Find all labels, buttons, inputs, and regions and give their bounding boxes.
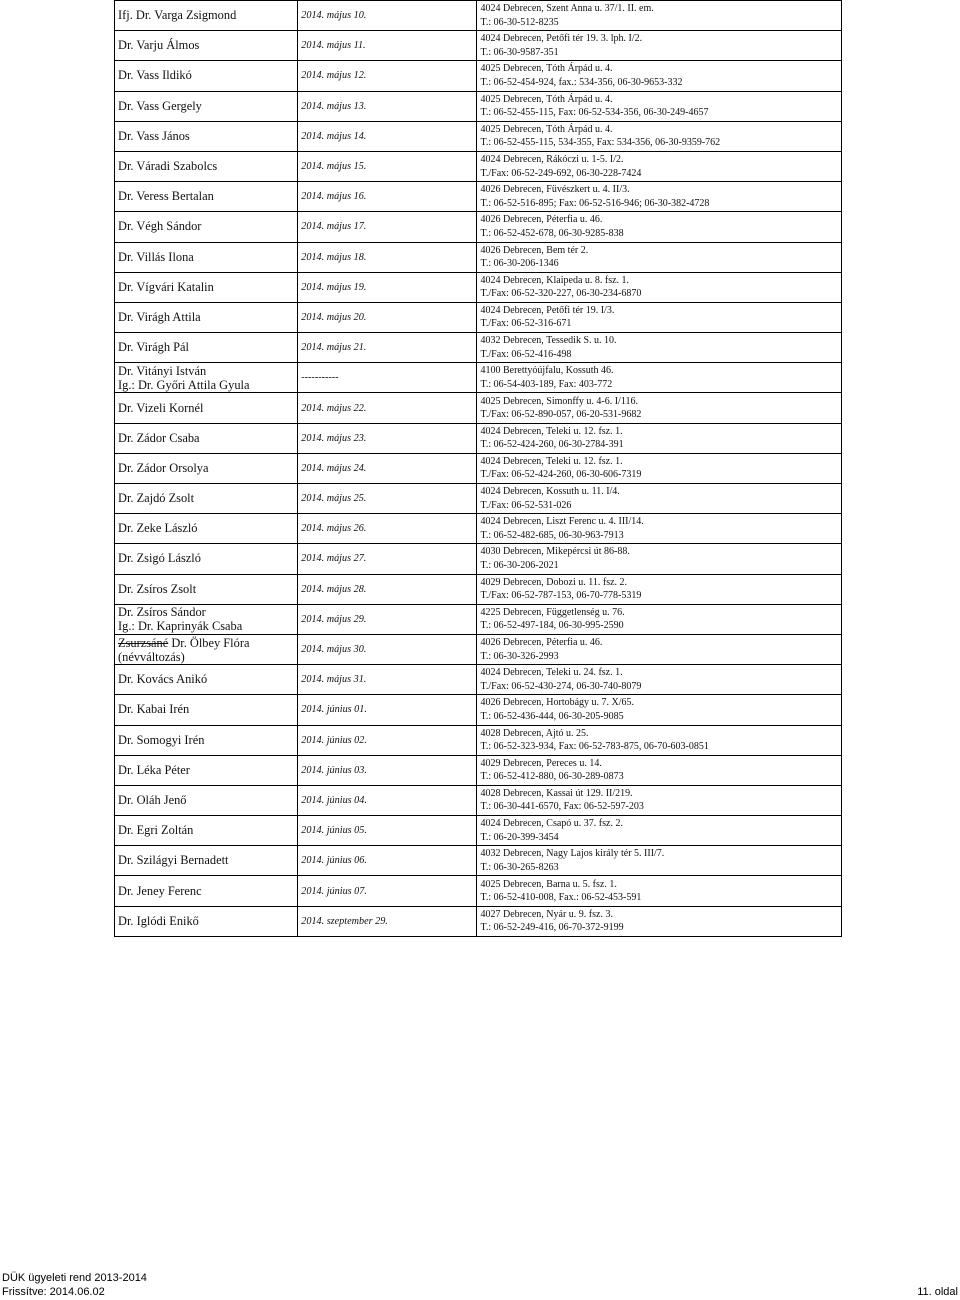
- table-row: [115, 423, 842, 453]
- doctor-name-cell: [115, 755, 298, 785]
- contact-cell: [477, 725, 842, 755]
- doctor-name: [118, 189, 214, 203]
- table-row: [115, 725, 842, 755]
- duty-schedule-table: [114, 0, 842, 937]
- contact-cell: [477, 1, 842, 31]
- duty-date: 2014. május 11.: [298, 31, 477, 61]
- doctor-name-text: Dr. Jeney Ferenc: [118, 883, 202, 898]
- table-row: [115, 363, 842, 393]
- doctor-name-text: Dr. Kovács Anikó: [118, 672, 208, 687]
- doctor-name-cell: [115, 846, 298, 876]
- contact-cell: [477, 634, 842, 664]
- doctor-name-text: Dr. Zajdó Zsolt: [118, 491, 195, 506]
- phone: T.: 06-30-441-6570, Fax: 06-52-597-203: [480, 801, 644, 813]
- contact-cell: [477, 514, 842, 544]
- doctor-name: [118, 129, 190, 143]
- doctor-name-cell: [115, 212, 298, 242]
- doctor-name: [118, 793, 186, 807]
- contact-cell: [477, 544, 842, 574]
- doctor-name: [118, 310, 201, 324]
- table-row: [115, 604, 842, 634]
- contact-cell: [477, 272, 842, 302]
- address: 4100 Berettyóújfalu, Kossuth 46.: [480, 365, 614, 377]
- duty-date: 2014. június 03.: [298, 755, 477, 785]
- contact-cell: [477, 333, 842, 363]
- doctor-name-cell: [115, 31, 298, 61]
- address: 4026 Debrecen, Hortobágy u. 7. X/65.: [480, 697, 635, 709]
- phone: T.: 06-52-323-934, Fax: 06-52-783-875, 06-70-603-0851: [480, 741, 709, 753]
- phone: T.: 06-52-452-678, 06-30-9285-838: [480, 227, 624, 239]
- address: 4024 Debrecen, Rákóczi u. 1-5. I/2.: [480, 154, 624, 166]
- phone: T.: 06-30-206-2021: [480, 559, 559, 571]
- table-row: [115, 91, 842, 121]
- doctor-name: [118, 823, 193, 837]
- doctor-name: [118, 605, 297, 619]
- table-row: [115, 302, 842, 332]
- phone: T./Fax: 06-52-416-498: [480, 348, 572, 360]
- doctor-name-cell: [115, 816, 298, 846]
- contact-cell: [477, 755, 842, 785]
- contact-cell: [477, 484, 842, 514]
- contact-cell: [477, 816, 842, 846]
- doctor-name-text: Dr. Vígvári Katalin: [118, 279, 214, 294]
- doctor-name-text: Ifj. Dr. Varga Zsigmond: [118, 8, 237, 23]
- contact-cell: [477, 61, 842, 91]
- doctor-name: [118, 8, 236, 22]
- duty-date: 2014. június 01.: [298, 695, 477, 725]
- contact-cell: [477, 876, 842, 906]
- duty-date: 2014. május 26.: [298, 514, 477, 544]
- contact-cell: [477, 665, 842, 695]
- contact-cell: [477, 302, 842, 332]
- table-row: [115, 816, 842, 846]
- doctor-name-cell: [115, 574, 298, 604]
- table-row: [115, 695, 842, 725]
- footer-title: DÜK ügyeleti rend 2013-2014: [2, 1272, 147, 1284]
- doctor-name-cell: [115, 333, 298, 363]
- duty-date: 2014. június 04.: [298, 785, 477, 815]
- doctor-name-cell: [115, 1, 298, 31]
- doctor-name-text: Dr. Végh Sándor: [118, 219, 202, 234]
- phone: T./Fax: 06-52-249-692, 06-30-228-7424: [480, 167, 642, 179]
- doctor-name-text: Dr. Szilágyi Bernadett: [118, 853, 229, 868]
- doctor-name: [118, 636, 297, 650]
- table-row: [115, 785, 842, 815]
- doctor-name-cell: [115, 785, 298, 815]
- doctor-name: [118, 733, 204, 747]
- doctor-name: [118, 702, 189, 716]
- phone: T.: 06-52-249-416, 06-70-372-9199: [480, 922, 624, 934]
- doctor-name: [118, 461, 209, 475]
- doctor-name-text: Dr. Veress Bertalan: [118, 189, 214, 204]
- doctor-name: [118, 250, 194, 264]
- address: 4024 Debrecen, Szent Anna u. 37/1. II. em.: [480, 3, 654, 15]
- phone: T.: 06-30-265-8263: [480, 861, 559, 873]
- phone: T./Fax: 06-52-531-026: [480, 499, 572, 511]
- phone: T.: 06-30-9587-351: [480, 46, 559, 58]
- table-row: [115, 484, 842, 514]
- address: 4024 Debrecen, Csapó u. 37. fsz. 2.: [480, 818, 623, 830]
- duty-date: 2014. május 27.: [298, 544, 477, 574]
- contact-cell: [477, 453, 842, 483]
- contact-cell: [477, 182, 842, 212]
- address: 4024 Debrecen, Kossuth u. 11. I/4.: [480, 486, 620, 498]
- doctor-name-cell: [115, 423, 298, 453]
- doctor-name-cell: [115, 121, 298, 151]
- contact-cell: [477, 31, 842, 61]
- phone: T./Fax: 06-52-787-153, 06-70-778-5319: [480, 590, 642, 602]
- phone: T.: 06-54-403-189, Fax: 403-772: [480, 378, 613, 390]
- table-row: [115, 182, 842, 212]
- phone: T.: 06-52-455-115, 534-355, Fax: 534-356, 06-30-9359-762: [480, 137, 721, 149]
- table-row: [115, 574, 842, 604]
- table-row: [115, 31, 842, 61]
- phone: T.: 06-52-497-184, 06-30-995-2590: [480, 620, 624, 632]
- address: 4024 Debrecen, Teleki u. 12. fsz. 1.: [480, 455, 623, 467]
- address: 4026 Debrecen, Bem tér 2.: [480, 244, 589, 256]
- contact-cell: [477, 423, 842, 453]
- phone: T./Fax: 06-52-890-057, 06-20-531-9682: [480, 409, 642, 421]
- duty-date: 2014. május 13.: [298, 91, 477, 121]
- page-number: 11. oldal: [917, 1286, 958, 1298]
- doctor-name-text: Dr. Vizeli Kornél: [118, 400, 204, 415]
- phone: T./Fax: 06-52-316-671: [480, 318, 572, 330]
- doctor-name: [118, 38, 199, 52]
- address: 4027 Debrecen, Nyár u. 9. fsz. 3.: [480, 908, 613, 920]
- duty-date: 2014. május 18.: [298, 242, 477, 272]
- address: 4032 Debrecen, Tessedik S. u. 10.: [480, 335, 617, 347]
- phone: T.: 06-52-516-895; Fax: 06-52-516-946; 06-30-382-4728: [480, 197, 710, 209]
- address: 4026 Debrecen, Füvészkert u. 4. II/3.: [480, 184, 630, 196]
- table-row: [115, 333, 842, 363]
- doctor-name-text: Dr. Zsíros Zsolt: [118, 581, 197, 596]
- contact-cell: [477, 91, 842, 121]
- doctor-name: [118, 521, 197, 535]
- duty-date: 2014. május 29.: [298, 604, 477, 634]
- address: 4028 Debrecen, Kassai út 129. II/219.: [480, 787, 633, 799]
- phone: T.: 06-20-399-3454: [480, 831, 559, 843]
- table-row: [115, 906, 842, 936]
- doctor-name: [118, 431, 200, 445]
- doctor-name-secondary: (névváltozás): [118, 649, 185, 664]
- doctor-name-cell: [115, 695, 298, 725]
- table-row: [115, 393, 842, 423]
- contact-cell: [477, 604, 842, 634]
- address: 4026 Debrecen, Péterfia u. 46.: [480, 637, 603, 649]
- doctor-name-text: Dr. Vass Gergely: [118, 98, 202, 113]
- phone: T.: 06-52-436-444, 06-30-205-9085: [480, 710, 624, 722]
- doctor-name-secondary: Ig.: Dr. Kaprinyák Csaba: [118, 619, 243, 634]
- table-row: [115, 151, 842, 181]
- doctor-name: [118, 672, 207, 686]
- doctor-name: [118, 364, 297, 378]
- duty-date: 2014. június 05.: [298, 816, 477, 846]
- doctor-name-text: Dr. Zsigó László: [118, 551, 201, 566]
- phone: T.: 06-52-424-260, 06-30-2784-391: [480, 439, 624, 451]
- doctor-name: [118, 401, 203, 415]
- duty-date: 2014. május 28.: [298, 574, 477, 604]
- contact-cell: [477, 363, 842, 393]
- phone: T./Fax: 06-52-320-227, 06-30-234-6870: [480, 288, 642, 300]
- doctor-name-cell: [115, 484, 298, 514]
- doctor-name: [118, 491, 194, 505]
- doctor-name-cell: [115, 725, 298, 755]
- phone: T.: 06-52-412-880, 06-30-289-0873: [480, 771, 624, 783]
- doctor-name-cell: [115, 242, 298, 272]
- doctor-name-text: Dr. Vitányi István: [118, 363, 207, 378]
- doctor-name: [118, 340, 189, 354]
- table-row: [115, 212, 842, 242]
- doctor-name-cell: [115, 61, 298, 91]
- duty-date: 2014. május 16.: [298, 182, 477, 212]
- phone: T.: 06-30-206-1346: [480, 258, 559, 270]
- duty-date: 2014. május 15.: [298, 151, 477, 181]
- doctor-name-cell: [115, 876, 298, 906]
- doctor-name-text: Dr. Iglódi Enikő: [118, 913, 199, 928]
- table-row: [115, 876, 842, 906]
- table-row: [115, 61, 842, 91]
- table-row: [115, 272, 842, 302]
- phone: T.: 06-52-482-685, 06-30-963-7913: [480, 529, 624, 541]
- doctor-name-text: Dr. Somogyi Irén: [118, 732, 205, 747]
- contact-cell: [477, 695, 842, 725]
- doctor-name-cell: [115, 393, 298, 423]
- doctor-name-text: Dr. Vass János: [118, 128, 190, 143]
- phone: T.: 06-52-454-924, fax.: 534-356, 06-30-9653-332: [480, 76, 683, 88]
- table-row: [115, 634, 842, 664]
- address: 4025 Debrecen, Simonffy u. 4-6. I/116.: [480, 395, 638, 407]
- duty-date: 2014. május 31.: [298, 665, 477, 695]
- doctor-name-cell: [115, 544, 298, 574]
- doctor-name-cell: [115, 453, 298, 483]
- duty-date: 2014. május 17.: [298, 212, 477, 242]
- address: 4026 Debrecen, Péterfia u. 46.: [480, 214, 603, 226]
- doctor-name-text: Dr. Egri Zoltán: [118, 823, 194, 838]
- phone: T.: 06-30-512-8235: [480, 16, 559, 28]
- doctor-name-cell: [115, 604, 298, 634]
- table-row: [115, 514, 842, 544]
- doctor-name-cell: [115, 272, 298, 302]
- address: 4024 Debrecen, Teleki u. 24. fsz. 1.: [480, 667, 623, 679]
- duty-date: 2014. május 12.: [298, 61, 477, 91]
- doctor-name: [118, 159, 217, 173]
- table-row: [115, 242, 842, 272]
- address: 4032 Debrecen, Nagy Lajos király tér 5. III/7.: [480, 848, 665, 860]
- duty-date: 2014. szeptember 29.: [298, 906, 477, 936]
- duty-date: 2014. május 25.: [298, 484, 477, 514]
- contact-cell: [477, 121, 842, 151]
- phone: T.: 06-52-455-115, Fax: 06-52-534-356, 06-30-249-4657: [480, 107, 709, 119]
- duty-date: 2014. június 06.: [298, 846, 477, 876]
- contact-cell: [477, 785, 842, 815]
- doctor-name-text: Dr. Léka Péter: [118, 762, 190, 777]
- table-row: [115, 544, 842, 574]
- doctor-name-text: Dr. Virágh Attila: [118, 309, 201, 324]
- phone: T./Fax: 06-52-430-274, 06-30-740-8079: [480, 680, 642, 692]
- duty-date: 2014. május 10.: [298, 1, 477, 31]
- doctor-name-text: Dr. Villás Ilona: [118, 249, 194, 264]
- contact-cell: [477, 242, 842, 272]
- table-row: [115, 846, 842, 876]
- address: 4024 Debrecen, Teleki u. 12. fsz. 1.: [480, 425, 623, 437]
- duty-date: 2014. május 19.: [298, 272, 477, 302]
- duty-date: 2014. június 07.: [298, 876, 477, 906]
- doctor-name-text: Dr. Zádor Csaba: [118, 430, 200, 445]
- doctor-name-cell: [115, 906, 298, 936]
- address: 4029 Debrecen, Pereces u. 14.: [480, 757, 602, 769]
- address: 4029 Debrecen, Dobozi u. 11. fsz. 2.: [480, 576, 628, 588]
- duty-date: 2014. május 14.: [298, 121, 477, 151]
- doctor-name-text: Dr. Vass Ildikó: [118, 68, 192, 83]
- duty-date: 2014. június 02.: [298, 725, 477, 755]
- duty-date: 2014. május 24.: [298, 453, 477, 483]
- address: 4025 Debrecen, Tóth Árpád u. 4.: [480, 63, 613, 75]
- doctor-name-text: Dr. Zsíros Sándor: [118, 605, 206, 620]
- contact-cell: [477, 846, 842, 876]
- contact-cell: [477, 151, 842, 181]
- doctor-name-text: Dr. Varju Álmos: [118, 38, 200, 53]
- phone: T./Fax: 06-52-424-260, 06-30-606-7319: [480, 469, 642, 481]
- doctor-name: [118, 884, 202, 898]
- doctor-name: [118, 763, 190, 777]
- doctor-name-cell: [115, 302, 298, 332]
- contact-cell: [477, 393, 842, 423]
- doctor-name-cell: [115, 151, 298, 181]
- struck-name: Zsurzsáné: [118, 635, 169, 650]
- phone: T.: 06-30-326-2993: [480, 650, 559, 662]
- address: 4024 Debrecen, Petőfi tér 19. I/3.: [480, 304, 615, 316]
- doctor-name: [118, 582, 196, 596]
- address: 4024 Debrecen, Liszt Ferenc u. 4. III/14.: [480, 516, 644, 528]
- phone: T.: 06-52-410-008, Fax.: 06-52-453-591: [480, 892, 642, 904]
- doctor-name: [118, 99, 202, 113]
- doctor-name: [118, 551, 201, 565]
- doctor-name: [118, 914, 199, 928]
- duty-date: 2014. május 30.: [298, 634, 477, 664]
- doctor-name-secondary: Ig.: Dr. Győri Attila Gyula: [118, 377, 250, 392]
- doctor-name: [118, 68, 192, 82]
- address: 4025 Debrecen, Barna u. 5. fsz. 1.: [480, 878, 617, 890]
- address: 4024 Debrecen, Petőfi tér 19. 3. lph. I/2.: [480, 33, 643, 45]
- doctor-name-text: Dr. Váradi Szabolcs: [118, 159, 218, 174]
- address: 4030 Debrecen, Mikepércsi út 86-88.: [480, 546, 630, 558]
- doctor-name-text: Dr. Ölbey Flóra: [168, 635, 250, 650]
- table-row: [115, 665, 842, 695]
- duty-date: 2014. május 21.: [298, 333, 477, 363]
- address: 4028 Debrecen, Ajtó u. 25.: [480, 727, 589, 739]
- address: 4025 Debrecen, Tóth Árpád u. 4.: [480, 123, 613, 135]
- duty-schedule-rows: [115, 1, 842, 937]
- doctor-name-cell: [115, 514, 298, 544]
- footer-left: [2, 1271, 147, 1299]
- doctor-name-cell: [115, 91, 298, 121]
- doctor-name-text: Dr. Virágh Pál: [118, 340, 189, 355]
- doctor-name-text: Dr. Kabai Irén: [118, 702, 190, 717]
- doctor-name-cell: [115, 634, 298, 664]
- doctor-name-text: Dr. Oláh Jenő: [118, 792, 187, 807]
- contact-cell: [477, 574, 842, 604]
- doctor-name-cell: [115, 363, 298, 393]
- contact-cell: [477, 906, 842, 936]
- table-row: [115, 1, 842, 31]
- doctor-name-cell: [115, 665, 298, 695]
- address: 4225 Debrecen, Függetlenség u. 76.: [480, 606, 625, 618]
- table-row: [115, 121, 842, 151]
- table-row: [115, 453, 842, 483]
- duty-date: 2014. május 22.: [298, 393, 477, 423]
- doctor-name-text: Dr. Zeke László: [118, 521, 198, 536]
- doctor-name-text: Dr. Zádor Orsolya: [118, 460, 209, 475]
- table-row: [115, 755, 842, 785]
- footer-updated: Frissítve: 2014.06.02: [2, 1286, 105, 1298]
- doctor-name: [118, 280, 214, 294]
- address: 4024 Debrecen, Klaipeda u. 8. fsz. 1.: [480, 274, 630, 286]
- duty-date: -----------: [298, 363, 477, 393]
- duty-date: 2014. május 20.: [298, 302, 477, 332]
- doctor-name: [118, 219, 201, 233]
- duty-date: 2014. május 23.: [298, 423, 477, 453]
- address: 4025 Debrecen, Tóth Árpád u. 4.: [480, 93, 613, 105]
- contact-cell: [477, 212, 842, 242]
- doctor-name: [118, 853, 228, 867]
- doctor-name-cell: [115, 182, 298, 212]
